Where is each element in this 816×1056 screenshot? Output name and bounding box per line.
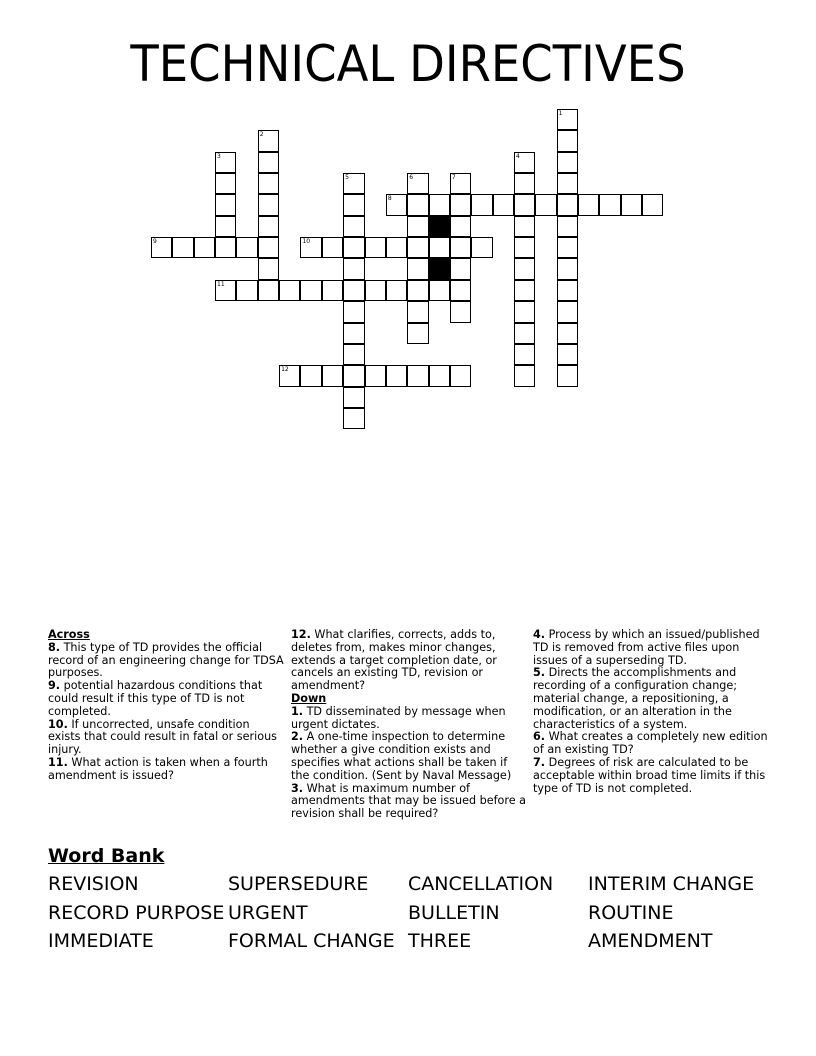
word-bank-item: ROUTINE	[588, 901, 674, 924]
clue-text: Directs the accomplishments and recording of a configuration change; material change, a repositioning, a modification, or an alteration in the characteristics of a system.	[533, 666, 738, 731]
clue-number: 12.	[291, 628, 311, 641]
crossword-cell[interactable]	[343, 365, 364, 386]
crossword-cell[interactable]	[343, 280, 364, 301]
crossword-cell[interactable]	[557, 344, 578, 365]
crossword-cell[interactable]	[514, 323, 535, 344]
crossword-cell[interactable]	[450, 280, 471, 301]
crossword-cell[interactable]	[557, 109, 578, 130]
word-bank-item: FORMAL CHANGE	[228, 930, 395, 952]
crossword-cell[interactable]	[557, 237, 578, 258]
crossword-cell[interactable]	[557, 152, 578, 173]
crossword-cell[interactable]	[429, 280, 450, 301]
crossword-cell[interactable]	[215, 152, 236, 173]
across-heading: Across	[48, 628, 90, 641]
across-clue	[48, 757, 284, 783]
crossword-cell[interactable]	[514, 173, 535, 194]
clue-number: 6.	[533, 730, 546, 744]
crossword-cell[interactable]	[450, 237, 471, 258]
across-clue-list	[48, 642, 284, 783]
crossword-cell[interactable]	[407, 323, 428, 344]
cell-number: 7	[451, 174, 456, 182]
crossword-cell[interactable]	[514, 365, 535, 386]
clue-text: TD disseminated by message when urgent dictates.	[291, 704, 506, 731]
crossword-cell[interactable]	[514, 301, 535, 322]
crossword-cell[interactable]	[322, 237, 343, 258]
crossword-cell[interactable]	[621, 194, 642, 215]
clue-text: What creates a completely new edition of an existing TD?	[533, 730, 768, 757]
word-bank-item: SUPERSEDURE	[228, 873, 369, 895]
word-bank-title: Word Bank	[48, 845, 165, 867]
word-bank-item: REVISION	[48, 873, 139, 895]
crossword-cell[interactable]	[429, 237, 450, 258]
crossword-cell[interactable]	[343, 194, 364, 215]
across-clue	[48, 642, 284, 680]
crossword-cell[interactable]	[279, 365, 300, 386]
crossword-cell[interactable]	[258, 173, 279, 194]
crossword-cell[interactable]	[514, 194, 535, 215]
clue-number: 11.	[48, 755, 68, 769]
crossword-cell[interactable]	[365, 237, 386, 258]
crossword-cell[interactable]	[343, 258, 364, 279]
clue-text: What clarifies, corrects, adds to, deletes from, makes minor changes, extends a target completion date, or cancels an existing TD, revision or amendment?	[291, 628, 497, 693]
clue-number: 3.	[291, 781, 304, 795]
crossword-cell[interactable]	[194, 237, 215, 258]
clue-number: 1.	[291, 704, 304, 718]
cell-number: 12	[281, 366, 289, 374]
crossword-cell[interactable]	[514, 258, 535, 279]
crossword-cell[interactable]	[514, 152, 535, 173]
crossword-cell[interactable]	[450, 258, 471, 279]
down-clue	[533, 757, 769, 795]
crossword-cell[interactable]	[343, 173, 364, 194]
crossword-cell[interactable]	[386, 365, 407, 386]
clues-column-1	[48, 629, 284, 783]
clues-column-2	[291, 629, 527, 821]
clue-text: potential hazardous conditions that could result if this type of TD is not completed.	[48, 679, 263, 718]
crossword-cell[interactable]	[535, 194, 556, 215]
crossword-cell[interactable]	[471, 237, 492, 258]
crossword-cell[interactable]	[557, 173, 578, 194]
clue-text: A one-time inspection to determine whether a give condition exists and specifies what actions shall be taken if the condition. (Sent by Naval Message)	[291, 730, 512, 782]
crossword-cell[interactable]	[493, 194, 514, 215]
clue-number: 5.	[533, 666, 546, 680]
crossword-cell[interactable]	[407, 216, 428, 237]
crossword-cell[interactable]	[557, 280, 578, 301]
crossword-cell[interactable]	[407, 301, 428, 322]
cell-number: 5	[345, 174, 349, 182]
word-bank-item: INTERIM CHANGE	[588, 873, 755, 895]
crossword-cell[interactable]	[343, 301, 364, 322]
crossword-cell[interactable]	[215, 194, 236, 215]
across-clue	[48, 719, 284, 757]
down-clue	[533, 667, 769, 731]
clue-text: What is maximum number of amendments that may be issued before a revision shall be required?	[291, 781, 527, 821]
clue-number: 2.	[291, 730, 304, 744]
crossword-cell[interactable]	[300, 365, 321, 386]
crossword-cell[interactable]	[215, 280, 236, 301]
crossword-cell[interactable]	[322, 365, 343, 386]
crossword-cell[interactable]	[407, 280, 428, 301]
crossword-cell[interactable]	[514, 216, 535, 237]
crossword-cell[interactable]	[365, 365, 386, 386]
crossword-cell[interactable]	[471, 194, 492, 215]
crossword-cell[interactable]	[365, 280, 386, 301]
crossword-cell[interactable]	[300, 280, 321, 301]
cell-number: 1	[558, 110, 563, 117]
word-bank-item: CANCELLATION	[408, 873, 554, 895]
crossword-cell[interactable]	[258, 237, 279, 258]
down-clue	[533, 731, 769, 757]
word-bank	[48, 870, 768, 956]
down-clue-list	[291, 706, 527, 821]
crossword-cell[interactable]	[343, 323, 364, 344]
across-clue	[48, 680, 284, 718]
word-bank-item: THREE	[408, 930, 472, 952]
crossword-cell[interactable]	[407, 258, 428, 279]
cell-number: 3	[217, 152, 221, 160]
crossword-cell[interactable]	[514, 344, 535, 365]
crossword-cell[interactable]	[343, 408, 364, 429]
down-clue	[291, 706, 527, 732]
crossword-cell[interactable]	[514, 237, 535, 258]
crossword-cell[interactable]	[557, 216, 578, 237]
clue-number: 8.	[48, 640, 61, 654]
crossword-cell[interactable]	[215, 216, 236, 237]
crossword-block	[429, 258, 450, 279]
word-bank-item: IMMEDIATE	[48, 930, 154, 952]
crossword-cell[interactable]	[236, 237, 257, 258]
crossword-cell[interactable]	[258, 258, 279, 279]
crossword-cell[interactable]	[407, 237, 428, 258]
crossword-cell[interactable]	[557, 194, 578, 215]
across-clue	[291, 629, 527, 693]
crossword-cell[interactable]	[343, 237, 364, 258]
cell-number: 2	[259, 131, 264, 139]
cell-number: 8	[387, 195, 392, 203]
clue-number: 10.	[48, 717, 68, 731]
crossword-cell[interactable]	[300, 237, 321, 258]
crossword-cell[interactable]	[578, 194, 599, 215]
word-bank-item: URGENT	[228, 901, 308, 924]
clue-text: Degrees of risk are calculated to be acceptable within broad time limits if this type of TD is not completed.	[533, 755, 766, 795]
crossword-block	[429, 216, 450, 237]
cell-number: 11	[217, 280, 225, 288]
word-bank-item: RECORD PURPOSE	[48, 901, 225, 924]
cell-number: 9	[153, 238, 157, 246]
crossword-cell[interactable]	[258, 152, 279, 173]
crossword-cell[interactable]	[557, 365, 578, 386]
down-heading: Down	[291, 691, 327, 705]
cell-number: 6	[409, 174, 414, 182]
crossword-cell[interactable]	[172, 237, 193, 258]
crossword-cell[interactable]	[450, 216, 471, 237]
down-clue-list-continued	[533, 629, 769, 795]
crossword-cell[interactable]	[642, 194, 663, 215]
crossword-cell[interactable]	[343, 344, 364, 365]
crossword-cell[interactable]	[450, 194, 471, 215]
cell-number: 10	[302, 238, 311, 246]
crossword-cell[interactable]	[258, 194, 279, 215]
crossword-cell[interactable]	[514, 280, 535, 301]
clue-text: This type of TD provides the official record of an engineering change for TDSA purposes.	[48, 640, 284, 680]
crossword-cell[interactable]	[429, 365, 450, 386]
crossword-cell[interactable]	[450, 301, 471, 322]
down-clue	[291, 783, 527, 821]
across-clue-list-continued	[291, 629, 527, 693]
crossword-cell[interactable]	[386, 237, 407, 258]
crossword-cell[interactable]	[429, 194, 450, 215]
crossword-cell[interactable]	[407, 194, 428, 215]
crossword-cell[interactable]	[557, 130, 578, 151]
clue-number: 7.	[533, 755, 546, 769]
crossword-cell[interactable]	[557, 301, 578, 322]
crossword-cell[interactable]	[557, 323, 578, 344]
crossword-cell[interactable]	[407, 173, 428, 194]
crossword-cell[interactable]	[215, 173, 236, 194]
crossword-cell[interactable]	[343, 387, 364, 408]
crossword-cell[interactable]	[236, 280, 257, 301]
crossword-cell[interactable]	[557, 258, 578, 279]
crossword-cell[interactable]	[258, 216, 279, 237]
crossword-cell[interactable]	[386, 194, 407, 215]
crossword-cell[interactable]	[279, 280, 300, 301]
down-clue	[291, 731, 527, 782]
crossword-cell[interactable]	[215, 237, 236, 258]
clue-text: What action is taken when a fourth amendment is issued?	[48, 755, 268, 782]
clue-text: Process by which an issued/published TD is removed from active files upon issues of a superseding TD.	[533, 628, 760, 667]
clues-column-3	[533, 629, 769, 795]
crossword-cell[interactable]	[258, 280, 279, 301]
cell-number: 4	[515, 152, 520, 160]
crossword-grid	[0, 0, 816, 460]
clue-text: If uncorrected, unsafe condition exists that could result in fatal or serious injury.	[48, 717, 277, 757]
word-bank-item: AMENDMENT	[588, 930, 713, 952]
down-clue	[533, 629, 769, 667]
page-title: TECHNICAL DIRECTIVES	[130, 35, 686, 93]
word-bank-item: BULLETIN	[408, 901, 500, 924]
crossword-cell[interactable]	[343, 216, 364, 237]
clue-number: 9.	[48, 679, 61, 693]
crossword-cell[interactable]	[258, 130, 279, 151]
crossword-cell[interactable]	[450, 173, 471, 194]
crossword-cell[interactable]	[599, 194, 620, 215]
clue-number: 4.	[533, 628, 546, 641]
crossword-cell[interactable]	[386, 280, 407, 301]
crossword-cell[interactable]	[450, 365, 471, 386]
crossword-cell[interactable]	[322, 280, 343, 301]
crossword-cell[interactable]	[151, 237, 172, 258]
crossword-cell[interactable]	[407, 365, 428, 386]
